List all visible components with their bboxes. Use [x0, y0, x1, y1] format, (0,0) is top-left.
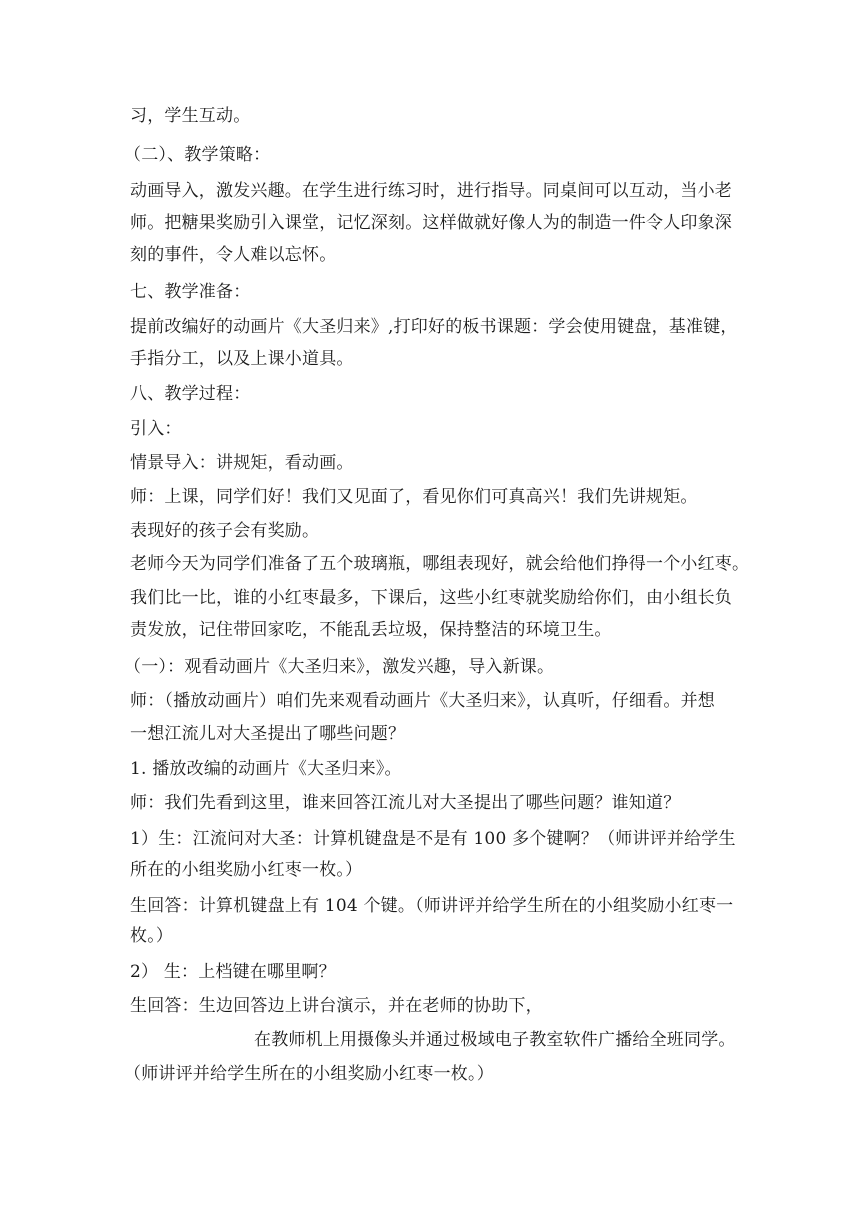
text-line: 我们比一比，谁的小红枣最多，下课后，这些小红枣就奖励给你们，由小组长负 [130, 588, 732, 608]
text-line: 动画导入，激发兴趣。在学生进行练习时，进行指导。同桌间可以互动，当小老 [130, 181, 732, 201]
text-line: 习，学生互动。 [130, 106, 251, 126]
text-line: 师：我们先看到这里，谁来回答江流儿对大圣提出了哪些问题？谁知道？ [130, 793, 681, 813]
text-line: 在教师机上用摄像头并通过极域电子教室软件广播给全班同学。 [254, 1030, 736, 1050]
text-line: 一想江流儿对大圣提出了哪些问题？ [130, 724, 406, 744]
text-line: 提前改编好的动画片《大圣归来》,打印好的板书课题：学会使用键盘，基准键， [130, 317, 738, 337]
section-heading: 八、教学过程： [130, 384, 251, 404]
text-line: 引入： [130, 419, 182, 439]
text-line: 表现好的孩子会有奖励。 [130, 521, 320, 541]
text-line: 所在的小组奖励小红枣一枚。） [130, 860, 363, 880]
text-line: 2） 生：上档键在哪里啊？ [130, 962, 336, 982]
text-line: 刻的事件，令人难以忘怀。 [130, 245, 337, 265]
text-line: （师讲评并给学生所在的小组奖励小红枣一枚。） [124, 1064, 494, 1084]
section-heading: 七、教学准备： [130, 282, 251, 302]
section-heading: （一）：观看动画片《大圣归来》，激发兴趣，导入新课。 [124, 657, 555, 677]
text-line: 责发放，记住带回家吃，不能乱丢垃圾，保持整洁的环境卫生。 [130, 620, 612, 640]
text-line: 1）生：江流问对大圣：计算机键盘是不是有 100 多个键啊？（师讲评并给学生 [130, 829, 736, 849]
text-line: 师：上课，同学们好！我们又见面了，看见你们可真高兴！我们先讲规矩。 [130, 487, 698, 507]
text-line: 师：（播放动画片）咱们先来观看动画片《大圣归来》，认真听，仔细看。并想 [130, 691, 715, 711]
text-line: 生回答：生边回答边上讲台演示，并在老师的协助下， [130, 996, 543, 1016]
text-line: 生回答：计算机键盘上有 104 个键。（师讲评并给学生所在的小组奖励小红枣一 [130, 896, 734, 916]
text-line: 1. 播放改编的动画片《大圣归来》。 [130, 759, 402, 779]
text-line: 枚。） [130, 926, 174, 946]
text-line: 老师今天为同学们准备了五个玻璃瓶，哪组表现好，就会给他们挣得一个小红枣。 [130, 554, 750, 574]
text-line: 手指分工，以及上课小道具。 [130, 349, 354, 369]
text-line: 师。把糖果奖励引入课堂，记忆深刻。这样做就好像人为的制造一件令人印象深 [130, 213, 732, 233]
section-heading: （二）、教学策略： [124, 145, 271, 165]
text-line: 情景导入：讲规矩，看动画。 [130, 453, 354, 473]
